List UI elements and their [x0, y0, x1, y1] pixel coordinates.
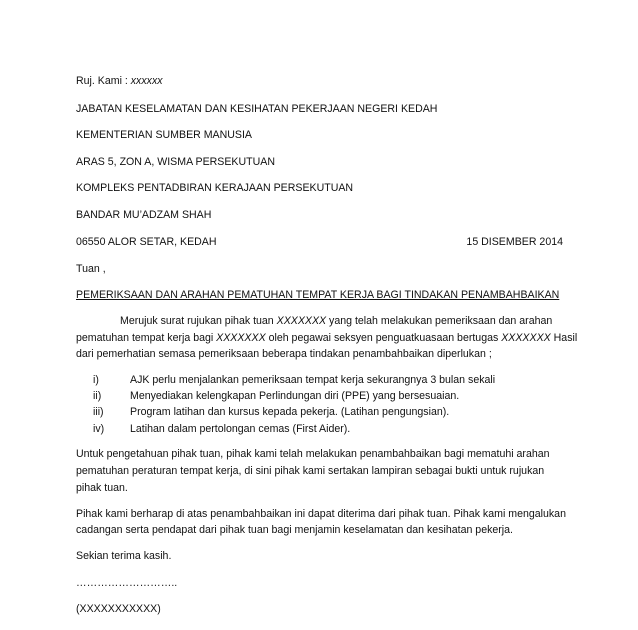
paragraph-1-line-1 [120, 314, 552, 328]
action-number: iii) [93, 406, 104, 418]
paragraph-3-line-2: cadangan serta pendapat dari pihak tuan bagi menjamin keselamatan dan kesihatan pekerja. [76, 524, 513, 536]
para1-text: oleh pegawai seksyen penguatkuasaan bertugas [265, 332, 502, 344]
address-line-5: BANDAR MU’ADZAM SHAH [76, 209, 212, 221]
closing: Sekian terima kasih. [76, 550, 172, 562]
reference-value: xxxxxx [130, 75, 163, 87]
action-item: Menyediakan kelengkapan Perlindungan diri (PPE) yang bersesuaian. [130, 390, 460, 402]
address-line-2: KEMENTERIAN SUMBER MANUSIA [76, 129, 252, 141]
paragraph-2-line-1: Untuk pengetahuan pihak tuan, pihak kami telah melakukan penambahbaikan bagi mematuhi arahan [76, 448, 550, 460]
reference-label: Ruj. Kami : [76, 75, 131, 87]
action-item: AJK perlu menjalankan pemeriksaan tempat kerja sekurangnya 3 bulan sekali [130, 374, 496, 386]
action-number: i) [93, 374, 99, 386]
paragraph-2-line-3: pihak tuan. [76, 482, 128, 494]
action-item: Program latihan dan kursus kepada pekerja. (Latihan pengungsian). [130, 406, 450, 418]
action-number: iv) [93, 423, 105, 435]
para1-code: XXXXXXX [501, 332, 551, 344]
address-line-3: ARAS 5, ZON A, WISMA PERSEKUTUAN [76, 156, 275, 168]
signature-line: ……………………….. [76, 577, 178, 589]
paragraph-2-line-2: pematuhan peraturan tempat kerja, di sini pihak kami sertakan lampiran sebagai bukti untuk rujukan [76, 465, 545, 477]
para1-text: Merujuk surat rujukan pihak tuan [120, 315, 277, 327]
para1-text: pematuhan tempat kerja bagi [76, 332, 217, 344]
letter-date: 15 DISEMBER 2014 [466, 236, 563, 248]
action-number: ii) [93, 390, 102, 402]
signatory-name: (XXXXXXXXXXX) [76, 603, 161, 615]
action-item: Latihan dalam pertolongan cemas (First Aider). [130, 423, 351, 435]
subject-line: PEMERIKSAAN DAN ARAHAN PEMATUHAN TEMPAT KERJA BAGI TINDAKAN PENAMBAHBAIKAN [76, 289, 560, 301]
salutation: Tuan , [76, 263, 106, 275]
para1-code: XXXXXXX [216, 332, 266, 344]
paragraph-1-line-2 [76, 331, 577, 345]
para1-code: XXXXXXX [276, 315, 327, 327]
paragraph-1-line-3: dari pemerhatian semasa pemeriksaan beberapa tindakan penambahbaikan diperlukan ; [76, 348, 492, 360]
address-line-1: JABATAN KESELAMATAN DAN KESIHATAN PEKERJAAN NEGERI KEDAH [76, 103, 438, 115]
reference-line [76, 74, 163, 88]
para1-text: yang telah melakukan pemeriksaan dan arahan [326, 315, 553, 327]
para1-text: Hasil [550, 332, 578, 344]
paragraph-3-line-1: Pihak kami berharap di atas penambahbaikan ini dapat diterima dari pihak tuan. Pihak kami mengalukan [76, 508, 566, 520]
address-line-4: KOMPLEKS PENTADBIRAN KERAJAAN PERSEKUTUAN [76, 182, 354, 194]
address-line-6: 06550 ALOR SETAR, KEDAH [76, 236, 217, 248]
